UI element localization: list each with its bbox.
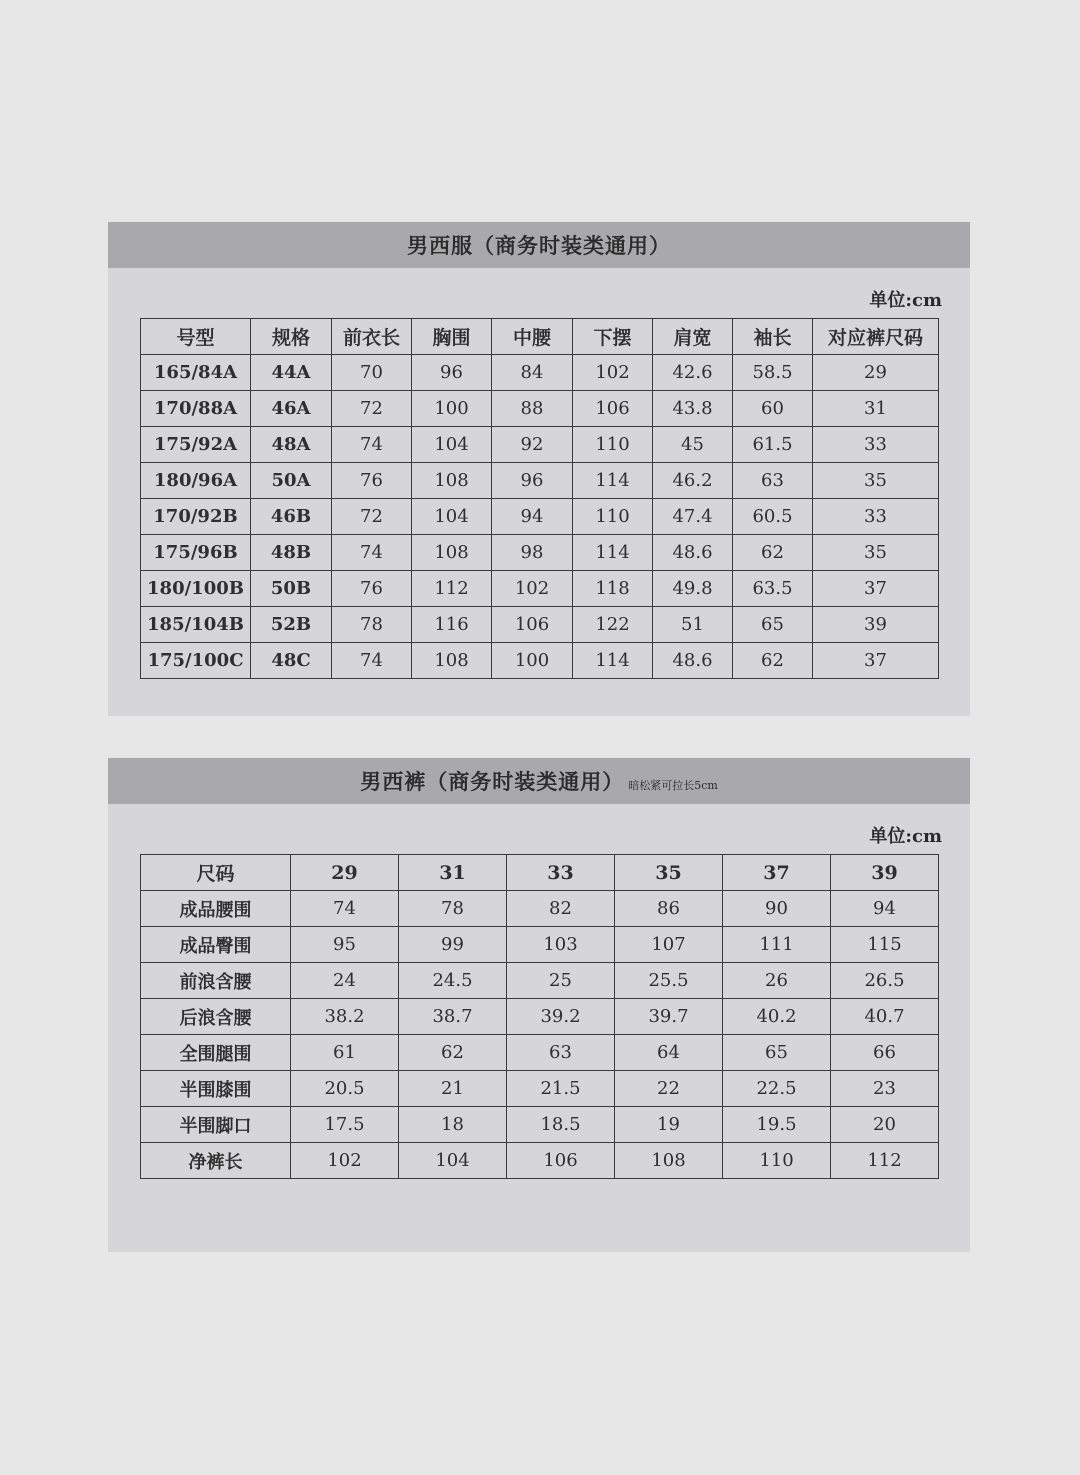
table-cell: 58.5 bbox=[733, 355, 813, 391]
table-cell: 111 bbox=[723, 927, 831, 963]
table-cell: 78 bbox=[399, 891, 507, 927]
table-cell: 88 bbox=[492, 391, 573, 427]
pants-title: 男西裤（商务时装类通用） bbox=[360, 769, 625, 794]
table-cell: 50A bbox=[251, 463, 332, 499]
table-cell: 82 bbox=[507, 891, 615, 927]
table-cell: 86 bbox=[615, 891, 723, 927]
table-cell: 46A bbox=[251, 391, 332, 427]
table-cell: 51 bbox=[653, 607, 733, 643]
table-cell: 50B bbox=[251, 571, 332, 607]
table-cell: 104 bbox=[412, 427, 492, 463]
table-cell: 104 bbox=[399, 1143, 507, 1179]
table-cell: 成品腰围 bbox=[141, 891, 291, 927]
table-cell: 180/100B bbox=[141, 571, 251, 607]
table-cell: 39.7 bbox=[615, 999, 723, 1035]
suit-size-panel bbox=[108, 222, 970, 716]
table-row bbox=[141, 355, 939, 391]
pants-column-header: 35 bbox=[615, 855, 723, 891]
table-cell: 170/92B bbox=[141, 499, 251, 535]
table-cell: 26 bbox=[723, 963, 831, 999]
table-cell: 47.4 bbox=[653, 499, 733, 535]
table-cell: 39 bbox=[813, 607, 939, 643]
table-row bbox=[141, 463, 939, 499]
table-cell: 108 bbox=[412, 463, 492, 499]
table-cell: 25.5 bbox=[615, 963, 723, 999]
table-cell: 94 bbox=[492, 499, 573, 535]
table-cell: 48A bbox=[251, 427, 332, 463]
table-cell: 全围腿围 bbox=[141, 1035, 291, 1071]
table-cell: 37 bbox=[813, 571, 939, 607]
table-cell: 半围脚口 bbox=[141, 1107, 291, 1143]
table-cell: 33 bbox=[813, 427, 939, 463]
table-cell: 63 bbox=[507, 1035, 615, 1071]
table-cell: 70 bbox=[332, 355, 412, 391]
table-cell: 114 bbox=[573, 463, 653, 499]
pants-column-header: 37 bbox=[723, 855, 831, 891]
table-cell: 115 bbox=[831, 927, 939, 963]
table-cell: 65 bbox=[723, 1035, 831, 1071]
table-row bbox=[141, 391, 939, 427]
table-row bbox=[141, 927, 939, 963]
table-cell: 61.5 bbox=[733, 427, 813, 463]
suit-column-header: 肩宽 bbox=[653, 319, 733, 355]
table-cell: 110 bbox=[573, 499, 653, 535]
suit-column-header: 对应裤尺码 bbox=[813, 319, 939, 355]
table-cell: 21.5 bbox=[507, 1071, 615, 1107]
suit-column-header: 中腰 bbox=[492, 319, 573, 355]
suit-unit-label: 单位:cm bbox=[869, 290, 942, 311]
table-cell: 18.5 bbox=[507, 1107, 615, 1143]
table-cell: 63.5 bbox=[733, 571, 813, 607]
table-cell: 48.6 bbox=[653, 535, 733, 571]
table-cell: 175/92A bbox=[141, 427, 251, 463]
table-cell: 72 bbox=[332, 391, 412, 427]
table-cell: 24 bbox=[291, 963, 399, 999]
table-cell: 114 bbox=[573, 643, 653, 679]
table-cell: 102 bbox=[573, 355, 653, 391]
table-cell: 48.6 bbox=[653, 643, 733, 679]
table-cell: 114 bbox=[573, 535, 653, 571]
table-cell: 19 bbox=[615, 1107, 723, 1143]
suit-title: 男西服（商务时装类通用） bbox=[407, 233, 671, 258]
pants-column-header: 39 bbox=[831, 855, 939, 891]
table-cell: 72 bbox=[332, 499, 412, 535]
table-cell: 46.2 bbox=[653, 463, 733, 499]
table-row bbox=[141, 607, 939, 643]
table-cell: 110 bbox=[573, 427, 653, 463]
pants-column-header: 29 bbox=[291, 855, 399, 891]
table-cell: 49.8 bbox=[653, 571, 733, 607]
table-row bbox=[141, 535, 939, 571]
suit-size-table bbox=[140, 318, 939, 679]
table-cell: 108 bbox=[615, 1143, 723, 1179]
table-cell: 108 bbox=[412, 643, 492, 679]
table-cell: 106 bbox=[492, 607, 573, 643]
table-cell: 122 bbox=[573, 607, 653, 643]
pants-table-header-row bbox=[141, 855, 939, 891]
table-cell: 60 bbox=[733, 391, 813, 427]
table-cell: 45 bbox=[653, 427, 733, 463]
table-cell: 46B bbox=[251, 499, 332, 535]
suit-column-header: 前衣长 bbox=[332, 319, 412, 355]
table-cell: 48B bbox=[251, 535, 332, 571]
table-cell: 66 bbox=[831, 1035, 939, 1071]
table-cell: 74 bbox=[332, 643, 412, 679]
table-cell: 165/84A bbox=[141, 355, 251, 391]
table-cell: 64 bbox=[615, 1035, 723, 1071]
table-row bbox=[141, 891, 939, 927]
table-cell: 42.6 bbox=[653, 355, 733, 391]
table-cell: 106 bbox=[507, 1143, 615, 1179]
table-cell: 29 bbox=[813, 355, 939, 391]
suit-table-header-row bbox=[141, 319, 939, 355]
table-cell: 106 bbox=[573, 391, 653, 427]
table-cell: 108 bbox=[412, 535, 492, 571]
table-cell: 35 bbox=[813, 535, 939, 571]
table-cell: 110 bbox=[723, 1143, 831, 1179]
table-cell: 前浪含腰 bbox=[141, 963, 291, 999]
table-row bbox=[141, 1107, 939, 1143]
table-cell: 98 bbox=[492, 535, 573, 571]
table-cell: 94 bbox=[831, 891, 939, 927]
table-cell: 107 bbox=[615, 927, 723, 963]
table-row bbox=[141, 1035, 939, 1071]
table-cell: 62 bbox=[733, 643, 813, 679]
table-cell: 185/104B bbox=[141, 607, 251, 643]
table-cell: 成品臀围 bbox=[141, 927, 291, 963]
suit-column-header: 袖长 bbox=[733, 319, 813, 355]
table-cell: 175/100C bbox=[141, 643, 251, 679]
table-cell: 40.7 bbox=[831, 999, 939, 1035]
table-cell: 103 bbox=[507, 927, 615, 963]
suit-column-header: 下摆 bbox=[573, 319, 653, 355]
table-cell: 20.5 bbox=[291, 1071, 399, 1107]
pants-panel-header bbox=[108, 758, 970, 804]
table-cell: 104 bbox=[412, 499, 492, 535]
table-cell: 26.5 bbox=[831, 963, 939, 999]
table-cell: 43.8 bbox=[653, 391, 733, 427]
table-cell: 52B bbox=[251, 607, 332, 643]
pants-column-header: 33 bbox=[507, 855, 615, 891]
table-cell: 38.2 bbox=[291, 999, 399, 1035]
table-cell: 96 bbox=[492, 463, 573, 499]
table-row bbox=[141, 427, 939, 463]
pants-column-header: 尺码 bbox=[141, 855, 291, 891]
table-cell: 92 bbox=[492, 427, 573, 463]
table-cell: 74 bbox=[332, 535, 412, 571]
table-cell: 63 bbox=[733, 463, 813, 499]
table-cell: 48C bbox=[251, 643, 332, 679]
table-cell: 20 bbox=[831, 1107, 939, 1143]
table-cell: 39.2 bbox=[507, 999, 615, 1035]
table-row bbox=[141, 1071, 939, 1107]
table-cell: 17.5 bbox=[291, 1107, 399, 1143]
pants-note: 暗松紧可拉长5cm bbox=[628, 779, 718, 792]
pants-size-table bbox=[140, 854, 939, 1179]
table-cell: 62 bbox=[399, 1035, 507, 1071]
table-cell: 21 bbox=[399, 1071, 507, 1107]
table-cell: 74 bbox=[332, 427, 412, 463]
table-cell: 31 bbox=[813, 391, 939, 427]
table-row bbox=[141, 963, 939, 999]
pants-column-header: 31 bbox=[399, 855, 507, 891]
table-cell: 100 bbox=[412, 391, 492, 427]
table-cell: 38.7 bbox=[399, 999, 507, 1035]
table-cell: 112 bbox=[831, 1143, 939, 1179]
suit-column-header: 规格 bbox=[251, 319, 332, 355]
table-cell: 后浪含腰 bbox=[141, 999, 291, 1035]
suit-column-header: 号型 bbox=[141, 319, 251, 355]
table-cell: 116 bbox=[412, 607, 492, 643]
table-cell: 22.5 bbox=[723, 1071, 831, 1107]
table-cell: 102 bbox=[291, 1143, 399, 1179]
table-cell: 22 bbox=[615, 1071, 723, 1107]
table-cell: 180/96A bbox=[141, 463, 251, 499]
table-cell: 74 bbox=[291, 891, 399, 927]
table-cell: 33 bbox=[813, 499, 939, 535]
table-cell: 170/88A bbox=[141, 391, 251, 427]
table-cell: 84 bbox=[492, 355, 573, 391]
table-cell: 65 bbox=[733, 607, 813, 643]
pants-size-panel bbox=[108, 758, 970, 1252]
table-cell: 96 bbox=[412, 355, 492, 391]
table-cell: 62 bbox=[733, 535, 813, 571]
table-cell: 37 bbox=[813, 643, 939, 679]
table-cell: 44A bbox=[251, 355, 332, 391]
table-row bbox=[141, 643, 939, 679]
table-cell: 18 bbox=[399, 1107, 507, 1143]
table-row bbox=[141, 1143, 939, 1179]
table-row bbox=[141, 571, 939, 607]
table-cell: 95 bbox=[291, 927, 399, 963]
table-cell: 23 bbox=[831, 1071, 939, 1107]
table-cell: 112 bbox=[412, 571, 492, 607]
table-cell: 60.5 bbox=[733, 499, 813, 535]
table-cell: 99 bbox=[399, 927, 507, 963]
table-cell: 61 bbox=[291, 1035, 399, 1071]
table-cell: 半围膝围 bbox=[141, 1071, 291, 1107]
suit-panel-header bbox=[108, 222, 970, 268]
table-cell: 19.5 bbox=[723, 1107, 831, 1143]
table-cell: 100 bbox=[492, 643, 573, 679]
table-cell: 25 bbox=[507, 963, 615, 999]
table-row bbox=[141, 999, 939, 1035]
table-cell: 76 bbox=[332, 571, 412, 607]
table-cell: 78 bbox=[332, 607, 412, 643]
table-cell: 118 bbox=[573, 571, 653, 607]
table-cell: 76 bbox=[332, 463, 412, 499]
pants-unit-label: 单位:cm bbox=[869, 826, 942, 847]
table-cell: 175/96B bbox=[141, 535, 251, 571]
suit-column-header: 胸围 bbox=[412, 319, 492, 355]
table-cell: 102 bbox=[492, 571, 573, 607]
table-cell: 24.5 bbox=[399, 963, 507, 999]
table-cell: 90 bbox=[723, 891, 831, 927]
table-row bbox=[141, 499, 939, 535]
table-cell: 净裤长 bbox=[141, 1143, 291, 1179]
table-cell: 35 bbox=[813, 463, 939, 499]
table-cell: 40.2 bbox=[723, 999, 831, 1035]
